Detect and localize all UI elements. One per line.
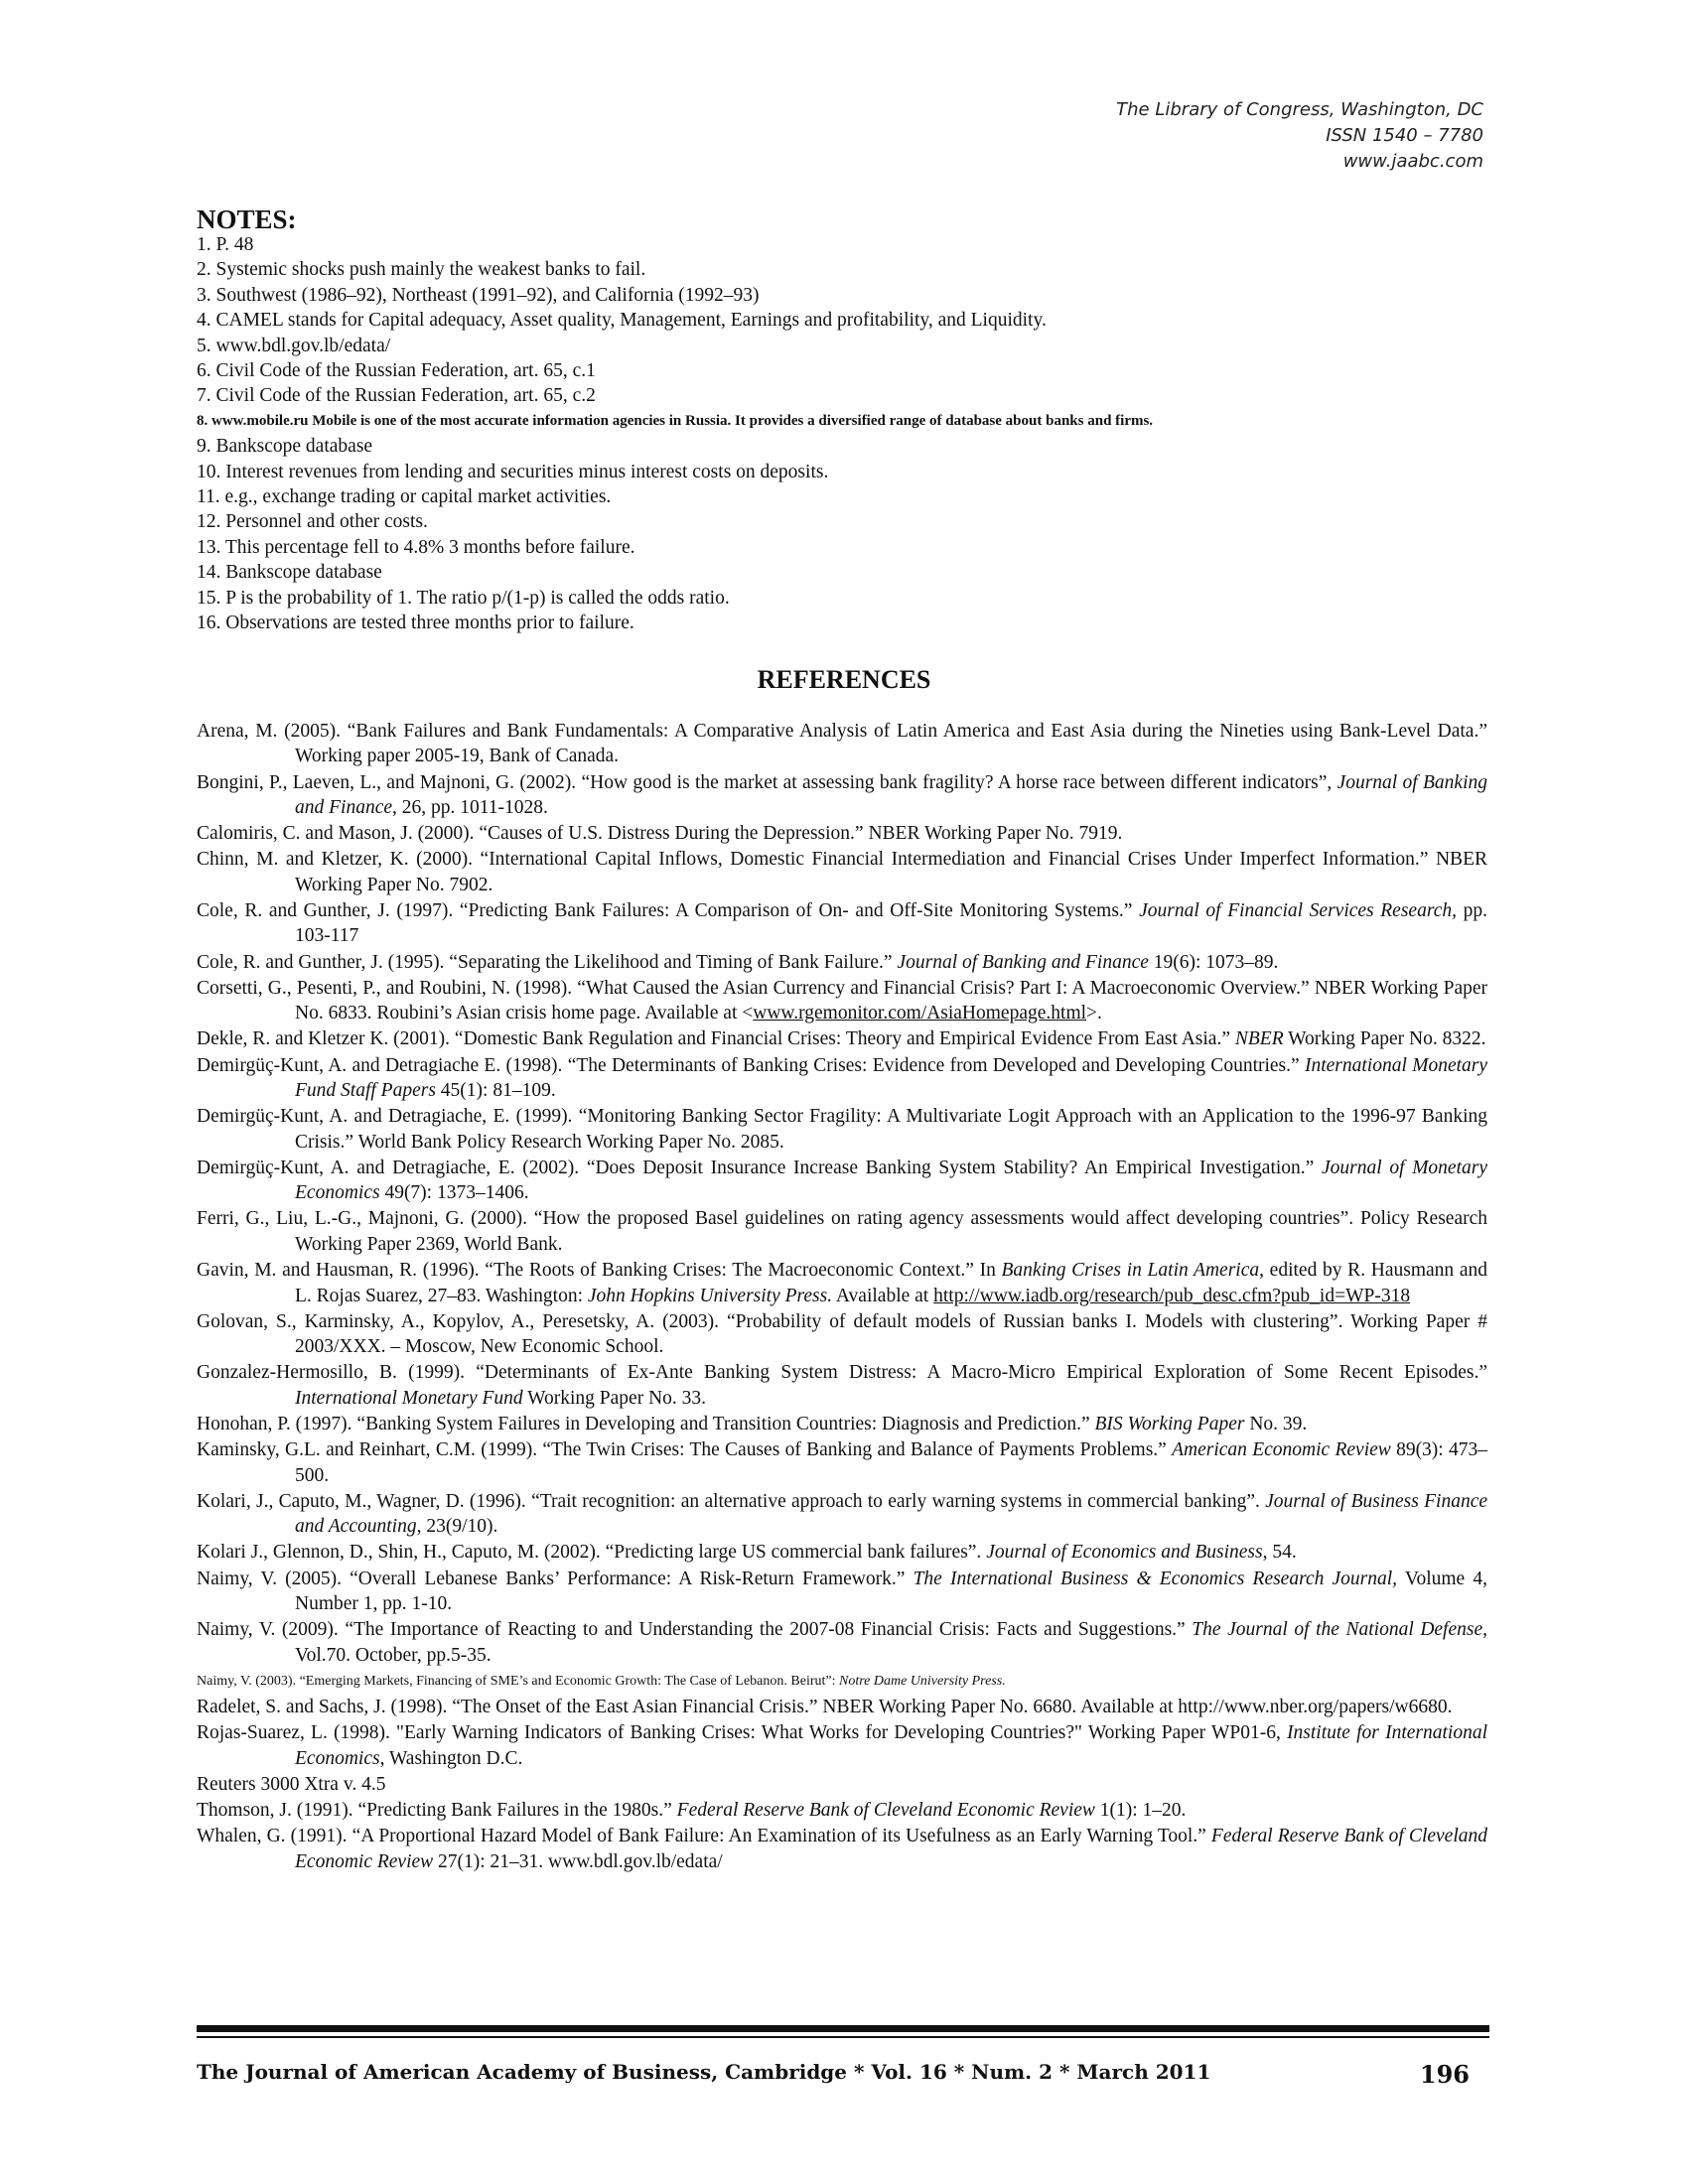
reference-text: , 26, pp. 1011-1028. (392, 797, 548, 819)
note-item: 6. Civil Code of the Russian Federation, art. 65, c.1 (197, 360, 596, 382)
reference-text: Whalen, G. (1991). “A Proportional Hazard Model of Bank Failure: An Examination of its Usefulness as an Early Warning Tool.” (197, 1826, 1211, 1847)
reference-item (197, 1669, 1487, 1694)
reference-text: , Washington D.C. (379, 1747, 523, 1769)
reference-text: 1(1): 1–20. (1094, 1799, 1187, 1821)
reference-text: No. 39. (1244, 1413, 1308, 1434)
note-item: 11. e.g., exchange trading or capital market activities. (197, 486, 612, 508)
reference-item (197, 950, 1487, 975)
reference-source: Journal of Financial Services Research, (1139, 900, 1457, 922)
reference-text: 45(1): 81–109. (435, 1080, 556, 1102)
reference-text: pp. 103-117 (295, 900, 1488, 947)
reference-item (197, 1567, 1487, 1617)
note-item: 1. P. 48 (197, 234, 254, 255)
header-website: www.jaabc.com (1342, 151, 1483, 172)
reference-text: Calomiris, C. and Mason, J. (2000). “Causes of U.S. Distress During the Depression.” NBER Working Paper No. 7919. (197, 823, 1123, 845)
reference-text: 19(6): 1073–89. (1148, 951, 1279, 973)
reference-text: Rojas-Suarez, L. (1998). "Early Warning Indicators of Banking Crises: What Works for Developing Countries?" Working Paper WP01-6, (197, 1722, 1288, 1744)
reference-source: BIS Working Paper (1094, 1413, 1245, 1434)
reference-link: www.rgemonitor.com/AsiaHomepage.html (753, 1003, 1087, 1024)
reference-text: Working Paper No. 8322. (1283, 1028, 1486, 1050)
references-heading: REFERENCES (757, 665, 931, 694)
reference-text: Cole, R. and Gunther, J. (1997). “Predicting Bank Failures: A Comparison of On- and Off-Site Monitoring Systems.” (197, 900, 1140, 922)
reference-text: Volume 4, Number 1, pp. 1-10. (295, 1568, 1487, 1614)
reference-item (197, 1617, 1487, 1668)
notes-heading: NOTES: (197, 205, 297, 234)
reference-item (197, 1772, 1487, 1797)
note-item: 9. Bankscope database (197, 436, 373, 458)
reference-source: Journal of Business Finance and Accounting (295, 1490, 1487, 1538)
reference-item (197, 719, 1487, 769)
reference-item (197, 847, 1487, 897)
reference-item (197, 1798, 1487, 1823)
page-footer (197, 2060, 1489, 2090)
reference-item (197, 1360, 1487, 1411)
reference-text: Kolari, J., Caputo, M., Wagner, D. (1996). “Trait recognition: an alternative approach to early warning systems in commercial banking”. (197, 1490, 1266, 1512)
reference-text: Bongini, P., Laeven, L., and Majnoni, G. (2002). “How good is the market at assessing bank fragility? A horse race between different indicators”, (197, 771, 1337, 793)
note-item: 12. Personnel and other costs. (197, 511, 428, 533)
reference-text: 27(1): 21–31. www.bdl.gov.lb/edata/ (433, 1850, 723, 1872)
reference-text: Reuters 3000 Xtra v. 4.5 (197, 1773, 386, 1795)
note-item: 7. Civil Code of the Russian Federation, art. 65, c.2 (197, 385, 596, 407)
reference-item (197, 1695, 1487, 1719)
note-item: 8. www.mobile.ru Mobile is one of the most accurate information agencies in Russia. It provides a diversified range of database about banks and firms. (197, 412, 1154, 429)
reference-source: The International Business & Economics Research Journal, (913, 1568, 1398, 1589)
reference-source: Notre Dame University Press. (839, 1673, 1006, 1689)
reference-item (197, 1540, 1487, 1565)
reference-text: Naimy, V. (2005). “Overall Lebanese Banks’ Performance: A Risk-Return Framework.” (197, 1568, 914, 1589)
reference-text: , 54. (1262, 1542, 1297, 1564)
reference-text: Naimy, V. (2003). “Emerging Markets, Financing of SME’s and Economic Growth: The Case of Lebanon. Beirut”: (197, 1673, 839, 1689)
reference-item (197, 1309, 1487, 1360)
reference-item (197, 1412, 1487, 1436)
reference-link: http://www.iadb.org/research/pub_desc.cfm?pub_id=WP-318 (933, 1285, 1411, 1306)
header-issn: ISSN 1540 – 7780 (1326, 125, 1483, 146)
reference-text: Chinn, M. and Kletzer, K. (2000). “International Capital Inflows, Domestic Financial Intermediation and Financial Crises Under Imperfect Information.” NBER Working Paper No. 7902. (197, 849, 1487, 895)
footer-journal: The Journal of American Academy of Business, Cambridge * Vol. 16 * Num. 2 * March 2011 (197, 2060, 1211, 2084)
reference-text: Demirgüç-Kunt, A. and Detragiache, E. (1999). “Monitoring Banking Sector Fragility: A Multivariate Logit Approach with an Application to the 1996-97 Banking Crisis.” World Bank Policy Research Working Paper No. 2085. (197, 1106, 1487, 1153)
note-item: 5. www.bdl.gov.lb/edata/ (197, 335, 391, 356)
reference-text: Arena, M. (2005). “Bank Failures and Bank Fundamentals: A Comparative Analysis of Latin America and East Asia during the Nineties using Bank-Level Data.” Working paper 2005-19, Bank of Canada. (197, 721, 1487, 767)
reference-item (197, 1206, 1487, 1257)
reference-text: Naimy, V. (2009). “The Importance of Reacting to and Understanding the 2007-08 Financial Crisis: Facts and Suggestions.” (197, 1619, 1193, 1641)
reference-text: 89(3): 473–500. (295, 1439, 1488, 1486)
reference-source: International Monetary Fund (295, 1387, 523, 1409)
reference-item (197, 821, 1487, 846)
reference-source: NBER (1234, 1028, 1284, 1050)
reference-item (197, 1489, 1487, 1540)
reference-text: Kolari J., Glennon, D., Shin, H., Caputo, M. (2002). “Predicting large US commercial bank failures”. (197, 1542, 987, 1564)
header-library: The Library of Congress, Washington, DC (1116, 99, 1483, 120)
reference-source: Banking Crises in Latin America (1001, 1260, 1260, 1282)
reference-source: John Hopkins University Press. (587, 1285, 833, 1306)
reference-source: Journal of Banking and Finance (295, 771, 1487, 819)
footer-rule-thick (197, 2025, 1489, 2032)
reference-text: Vol.70. October, pp.5-35. (295, 1644, 492, 1666)
reference-source: The Journal of the National Defense, (1192, 1619, 1487, 1641)
reference-item (197, 1026, 1487, 1051)
note-item: 16. Observations are tested three months prior to failure. (197, 613, 634, 634)
reference-item (197, 1720, 1487, 1771)
reference-item (197, 1104, 1487, 1155)
reference-text: Gavin, M. and Hausman, R. (1996). “The Roots of Banking Crises: The Macroeconomic Context.” In (197, 1260, 1002, 1282)
reference-text: >. (1086, 1003, 1102, 1024)
reference-text: Radelet, S. and Sachs, J. (1998). “The Onset of the East Asian Financial Crisis.” NBER Working Paper No. 6680. Available at http://www.nber.org/papers/w6680. (197, 1696, 1453, 1717)
reference-item (197, 1156, 1487, 1206)
note-item: 2. Systemic shocks push mainly the weakest banks to fail. (197, 259, 646, 281)
reference-source: American Economic Review (1172, 1439, 1391, 1461)
reference-text: Golovan, S., Karminsky, A., Kopylov, A., Peresetsky, A. (2003). “Probability of default models of Russian banks I. Models with clustering”. Working Paper # 2003/XXX. – Moscow, New Economic School. (197, 1310, 1487, 1358)
reference-text: , 23(9/10). (416, 1516, 498, 1538)
reference-text: Gonzalez-Hermosillo, B. (1999). “Determinants of Ex-Ante Banking System Distress: A Macro-Micro Empirical Exploration of Some Recent Episodes.” (197, 1362, 1487, 1384)
reference-text: Corsetti, G., Pesenti, P., and Roubini, N. (1998). “What Caused the Asian Currency and Financial Crisis? Part I: A Macroeconomic Overview.” NBER Working Paper No. 6833. Roubini’s Asian crisis home page. Available at < (197, 977, 1487, 1024)
reference-item (197, 1258, 1487, 1308)
running-header (1116, 97, 1483, 175)
note-item: 13. This percentage fell to 4.8% 3 months before failure. (197, 536, 635, 558)
reference-text: Kaminsky, G.L. and Reinhart, C.M. (1999). “The Twin Crises: The Causes of Banking and Balance of Payments Problems.” (197, 1439, 1173, 1461)
reference-text: Available at (832, 1285, 934, 1306)
reference-item (197, 1053, 1487, 1104)
reference-item (197, 1824, 1487, 1874)
reference-source: Federal Reserve Bank of Cleveland Economic Review (676, 1799, 1095, 1821)
note-item: 15. P is the probability of 1. The ratio p/(1-p) is called the odds ratio. (197, 587, 730, 609)
note-item: 14. Bankscope database (197, 562, 382, 584)
reference-text: Honohan, P. (1997). “Banking System Failures in Developing and Transition Countries: Diagnosis and Prediction.” (197, 1413, 1095, 1434)
reference-source: Journal of Monetary Economics (295, 1157, 1488, 1204)
reference-text: Demirgüç-Kunt, A. and Detragiache E. (1998). “The Determinants of Banking Crises: Evidence from Developed and Developing Countries.” (197, 1054, 1305, 1076)
reference-text: Working Paper No. 33. (522, 1387, 707, 1409)
reference-source: Federal Reserve Bank of Cleveland Economic Review (295, 1826, 1487, 1872)
reference-text: Demirgüç-Kunt, A. and Detragiache, E. (2002). “Does Deposit Insurance Increase Banking System Stability? An Empirical Investigation.” (197, 1157, 1322, 1178)
reference-source: Institute for International Economics (295, 1722, 1487, 1769)
references-list (197, 719, 1487, 1875)
note-item: 10. Interest revenues from lending and securities minus interest costs on deposits. (197, 461, 829, 482)
reference-text: Ferri, G., Liu, L.-G., Majnoni, G. (2000). “How the proposed Basel guidelines on rating agency assessments would affect developing countries”. Policy Research Working Paper 2369, World Bank. (197, 1208, 1487, 1255)
note-item: 4. CAMEL stands for Capital adequacy, Asset quality, Management, Earnings and profitability, and Liquidity. (197, 310, 1047, 332)
reference-text: Thomson, J. (1991). “Predicting Bank Failures in the 1980s.” (197, 1799, 677, 1821)
reference-item (197, 976, 1487, 1026)
reference-item (197, 770, 1487, 821)
footer-rule-thin (197, 2036, 1489, 2038)
reference-text: Dekle, R. and Kletzer K. (2001). “Domestic Bank Regulation and Financial Crises: Theory and Empirical Evidence From East Asia.” (197, 1028, 1235, 1050)
reference-text: Cole, R. and Gunther, J. (1995). “Separating the Likelihood and Timing of Bank Failure.” (197, 951, 898, 973)
reference-item (197, 1437, 1487, 1488)
note-item: 3. Southwest (1986–92), Northeast (1991–92), and California (1992–93) (197, 284, 760, 306)
reference-source: Journal of Banking and Finance (897, 951, 1149, 973)
page-number: 196 (1419, 2060, 1470, 2089)
reference-text: 49(7): 1373–1406. (379, 1182, 529, 1204)
notes-list (197, 232, 1487, 636)
reference-source: Journal of Economics and Business (986, 1542, 1263, 1564)
reference-source: International Monetary Fund Staff Papers (295, 1054, 1488, 1102)
reference-text: , edited by R. Hausmann and L. Rojas Suarez, 27–83. Washington: (295, 1260, 1487, 1306)
reference-item (197, 898, 1487, 949)
